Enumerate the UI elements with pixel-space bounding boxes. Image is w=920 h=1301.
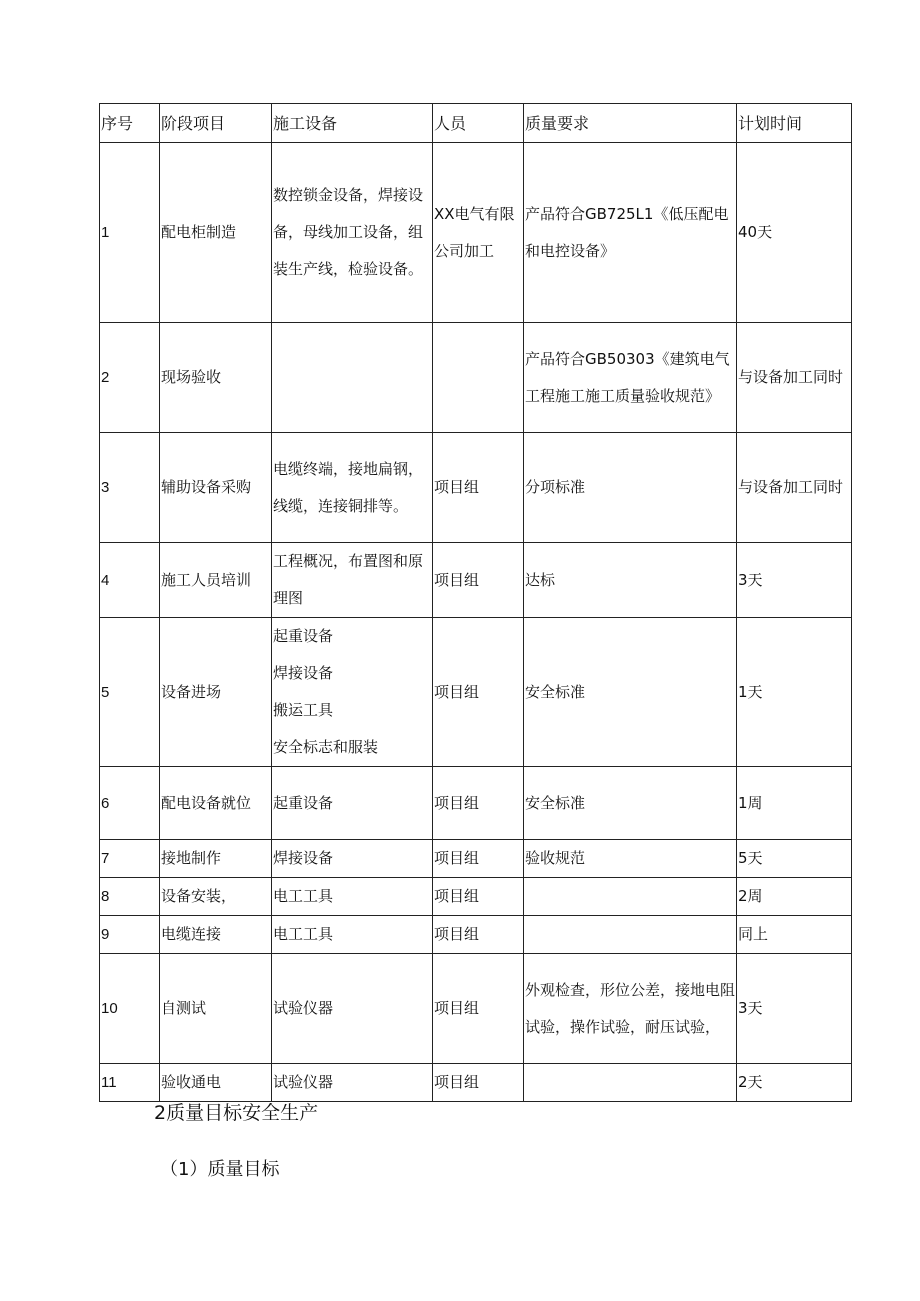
table-row: [100, 767, 852, 840]
cell-personnel: 项目组: [433, 543, 524, 618]
header-quality: 质量要求: [524, 104, 737, 143]
table-row: [100, 840, 852, 878]
cell-stage: 电缆连接: [160, 916, 272, 954]
cell-personnel: [433, 323, 524, 433]
cell-seq: 3: [100, 433, 160, 543]
cell-quality: 产品符合GB725L1《低压配电和电控设备》: [524, 143, 737, 323]
cell-quality: 安全标准: [524, 767, 737, 840]
cell-equipment: [272, 323, 433, 433]
cell-seq: 7: [100, 840, 160, 878]
cell-personnel: 项目组: [433, 916, 524, 954]
cell-personnel: 项目组: [433, 433, 524, 543]
cell-equipment: 试验仪器: [272, 954, 433, 1064]
cell-personnel: 项目组: [433, 840, 524, 878]
cell-seq: 4: [100, 543, 160, 618]
header-equipment: 施工设备: [272, 104, 433, 143]
section-heading: 2质量目标安全生产: [154, 1102, 319, 1124]
cell-seq: 10: [100, 954, 160, 1064]
table-row: [100, 323, 852, 433]
cell-seq: 11: [100, 1064, 160, 1102]
cell-equipment: 电工工具: [272, 916, 433, 954]
cell-stage: 接地制作: [160, 840, 272, 878]
cell-seq: 1: [100, 143, 160, 323]
subsection-heading: （1）质量目标: [160, 1159, 280, 1180]
cell-seq: 9: [100, 916, 160, 954]
cell-quality: [524, 916, 737, 954]
cell-schedule: 40天: [737, 143, 852, 323]
header-schedule: 计划时间: [737, 104, 852, 143]
cell-stage: 配电设备就位: [160, 767, 272, 840]
construction-plan-table: [99, 103, 852, 1102]
cell-stage: 自测试: [160, 954, 272, 1064]
table-row: [100, 916, 852, 954]
cell-schedule: 3天: [737, 543, 852, 618]
header-personnel: 人员: [433, 104, 524, 143]
cell-equipment: 起重设备: [272, 767, 433, 840]
cell-quality: 外观检查，形位公差，接地电阻试验，操作试验，耐压试验，: [524, 954, 737, 1064]
cell-schedule: 与设备加工同时: [737, 323, 852, 433]
cell-stage: 设备进场: [160, 618, 272, 767]
cell-quality: 达标: [524, 543, 737, 618]
cell-stage: 验收通电: [160, 1064, 272, 1102]
cell-seq: 5: [100, 618, 160, 767]
cell-schedule: 3天: [737, 954, 852, 1064]
header-stage: 阶段项目: [160, 104, 272, 143]
cell-equipment: 焊接设备: [272, 840, 433, 878]
cell-personnel: 项目组: [433, 1064, 524, 1102]
header-seq: 序号: [100, 104, 160, 143]
cell-personnel: 项目组: [433, 618, 524, 767]
cell-personnel: XX电气有限公司加工: [433, 143, 524, 323]
cell-stage: 辅助设备采购: [160, 433, 272, 543]
cell-seq: 8: [100, 878, 160, 916]
table-row: [100, 954, 852, 1064]
cell-equipment: 电缆终端，接地扁钢，线缆，连接铜排等。: [272, 433, 433, 543]
cell-stage: 现场验收: [160, 323, 272, 433]
cell-schedule: 2天: [737, 1064, 852, 1102]
cell-equipment: 数控锁金设备，焊接设备，母线加工设备，组装生产线，检验设备。: [272, 143, 433, 323]
cell-seq: 2: [100, 323, 160, 433]
cell-quality: 验收规范: [524, 840, 737, 878]
cell-quality: 安全标准: [524, 618, 737, 767]
cell-equipment: 试验仪器: [272, 1064, 433, 1102]
cell-schedule: 5天: [737, 840, 852, 878]
table-row: [100, 433, 852, 543]
cell-personnel: 项目组: [433, 878, 524, 916]
cell-stage: 设备安装，: [160, 878, 272, 916]
cell-seq: 6: [100, 767, 160, 840]
table-row: [100, 543, 852, 618]
cell-schedule: 1周: [737, 767, 852, 840]
cell-equipment: 工程概况，布置图和原理图: [272, 543, 433, 618]
cell-personnel: 项目组: [433, 767, 524, 840]
cell-stage: 配电柜制造: [160, 143, 272, 323]
table-row: [100, 143, 852, 323]
cell-quality: 产品符合GB50303《建筑电气工程施工施工质量验收规范》: [524, 323, 737, 433]
cell-quality: [524, 1064, 737, 1102]
cell-quality: 分项标准: [524, 433, 737, 543]
cell-schedule: 与设备加工同时: [737, 433, 852, 543]
cell-quality: [524, 878, 737, 916]
cell-equipment: 电工工具: [272, 878, 433, 916]
table-row: [100, 1064, 852, 1102]
cell-schedule: 2周: [737, 878, 852, 916]
cell-schedule: 同上: [737, 916, 852, 954]
cell-schedule: 1天: [737, 618, 852, 767]
cell-personnel: 项目组: [433, 954, 524, 1064]
table-row: [100, 618, 852, 767]
cell-equipment: 起重设备 焊接设备 搬运工具 安全标志和服装: [272, 618, 433, 767]
table-row: [100, 878, 852, 916]
cell-stage: 施工人员培训: [160, 543, 272, 618]
table-header-row: [100, 104, 852, 143]
